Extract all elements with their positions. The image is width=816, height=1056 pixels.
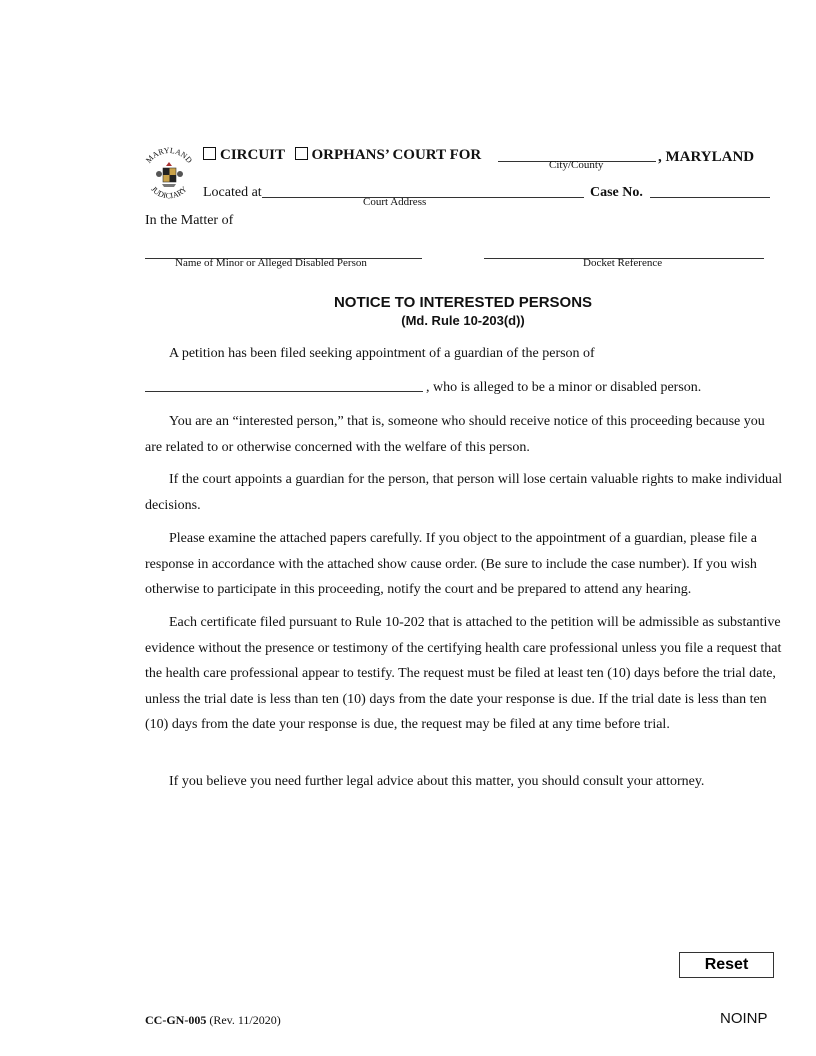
notice-title: NOTICE TO INTERESTED PERSONS	[333, 294, 593, 311]
paragraph-rights: If the court appoints a guardian for the person, that person will lose certain valuable rights to make individual decisions.	[145, 472, 783, 513]
seal-bottom-text: JUDICIARY	[149, 184, 189, 201]
form-short-code: NOINP	[720, 1010, 768, 1027]
paragraph-petition: A petition has been filed seeking appointment of a guardian of the person of	[169, 346, 595, 361]
docket-reference-caption: Docket Reference	[583, 257, 663, 269]
maryland-judiciary-seal	[140, 146, 198, 204]
court-type-row	[203, 147, 481, 164]
form-revision: (Rev. 11/2020)	[209, 1013, 281, 1027]
form-id	[145, 1013, 281, 1028]
paragraph-objection: Please examine the attached papers carefully. If you object to the appointment of a guardian, please file a response in accordance with the attached show cause order. (Be sure to include the case number). If you wish otherwise to participate in this proceeding, notify the court and be prepared to attend any hearing.	[145, 531, 758, 597]
paragraph-certificate: Each certificate filed pursuant to Rule 10-202 that is attached to the petition will be admissible as substantive evidence without the presence or testimony of the certifying health care professional unless you file a request that the health care professional appear to testify. The request must be filed at least ten (10) days before the trial date, unless the trial date is less than ten (10) days from the date your response is due. If the trial date is less than ten (10) days from the date your response is due, the request may be filed at any time before trial.	[145, 615, 782, 732]
case-number-label: Case No.	[590, 185, 643, 200]
paragraph-petition-tail: , who is alleged to be a minor or disabled person.	[426, 380, 702, 395]
case-number-field[interactable]	[650, 185, 770, 198]
state-label: , MARYLAND	[658, 149, 755, 165]
seal-top-text: MARYLAND	[144, 146, 194, 165]
paragraph-interested-person: You are an “interested person,” that is, someone who should receive notice of this proceeding because you are related to or otherwise concerned with the welfare of this person.	[145, 414, 765, 455]
reset-button[interactable]: Reset	[679, 952, 774, 978]
circuit-checkbox[interactable]	[203, 147, 216, 160]
orphans-court-label: ORPHANS’ COURT FOR	[311, 147, 482, 163]
located-at-label: Located at	[203, 185, 262, 200]
city-county-caption: City/County	[549, 159, 604, 171]
orphans-court-checkbox[interactable]	[295, 147, 308, 160]
rule-subtitle: (Md. Rule 10-203(d))	[401, 313, 525, 328]
circuit-label: CIRCUIT	[220, 147, 285, 163]
form-code: CC-GN-005	[145, 1013, 207, 1027]
seal-icon	[140, 146, 198, 204]
court-address-caption: Court Address	[363, 196, 427, 208]
minor-name-caption: Name of Minor or Alleged Disabled Person	[175, 257, 367, 269]
in-the-matter-label: In the Matter of	[145, 213, 234, 228]
person-name-field[interactable]	[145, 379, 423, 392]
svg-text:MARYLAND	[144, 146, 194, 165]
paragraph-legal-advice: If you believe you need further legal advice about this matter, you should consult your attorney.	[169, 774, 705, 789]
